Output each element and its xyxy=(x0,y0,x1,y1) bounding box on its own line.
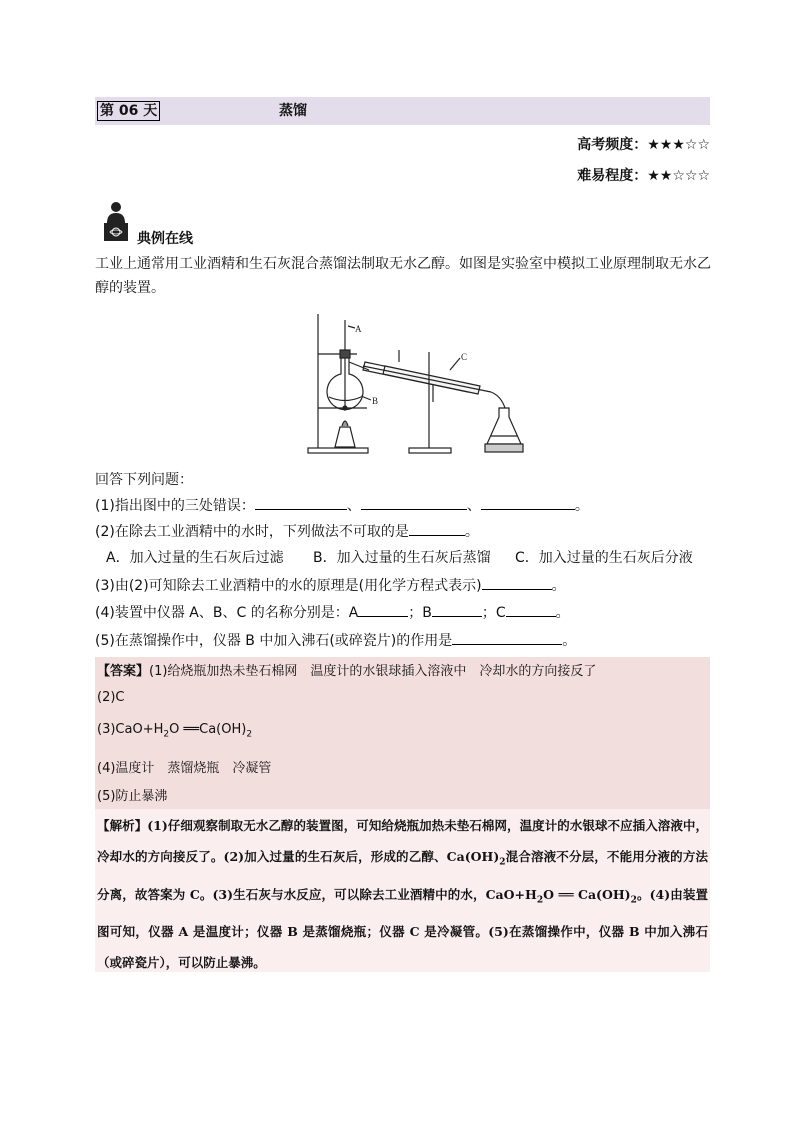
question-4-b: ；B xyxy=(408,605,432,621)
difficulty-label: 难易程度： xyxy=(577,168,648,184)
answer-prompt: 回答下列问题： xyxy=(95,472,193,488)
frequency-label: 高考频度： xyxy=(577,137,648,153)
subscript: 2 xyxy=(630,895,637,905)
subscript: 2 xyxy=(499,857,506,868)
difficulty-rating xyxy=(577,165,710,185)
answer-blank[interactable] xyxy=(432,602,482,617)
answer-3 xyxy=(97,722,252,740)
answer-5: (5)防止暴沸 xyxy=(97,789,168,804)
title-bar xyxy=(95,97,710,125)
answer-1 xyxy=(97,660,596,679)
question-1-text: (1)指出图中的三处错误： xyxy=(95,498,255,514)
answer-blank[interactable] xyxy=(481,495,575,510)
option-a: A．加入过量的生石灰后过滤 xyxy=(106,550,284,566)
answer-blank[interactable] xyxy=(452,630,562,645)
answer-blank[interactable] xyxy=(358,602,408,617)
answer-1-text: (1)给烧瓶加热未垫石棉网 温度计的水银球插入溶液中 冷却水的方向接反了 xyxy=(149,664,597,679)
label-c: C xyxy=(461,352,468,362)
period: 。 xyxy=(574,498,589,514)
question-5 xyxy=(95,630,576,651)
question-4 xyxy=(95,602,570,623)
analysis-segment: 。(4)由装置图可知，仪器 A 是温度计；仪器 B 是蒸馏烧瓶；仪器 C 是冷凝管。(5)在蒸馏操作中，仪器 B 中加入沸石（或碎瓷片），可以防止暴沸。 xyxy=(97,886,708,970)
question-3 xyxy=(95,575,566,596)
question-2 xyxy=(95,521,479,542)
answer-blank[interactable] xyxy=(506,602,556,617)
answer-blank[interactable] xyxy=(361,495,467,510)
question-stem-line2: 醇的装置。 xyxy=(95,280,165,296)
analysis-label: 【解析】 xyxy=(97,818,148,833)
separator: 、 xyxy=(346,498,361,514)
label-b: B xyxy=(372,396,379,406)
question-5-text: (5)在蒸馏操作中，仪器 B 中加入沸石(或碎瓷片)的作用是 xyxy=(95,633,453,649)
analysis-segment: O ══ Ca(OH) xyxy=(543,886,631,902)
topic-title: 蒸馏 xyxy=(279,103,307,119)
difficulty-stars: ★★☆☆☆ xyxy=(647,168,710,184)
answer-blank[interactable] xyxy=(482,575,552,590)
answer-3-text: (3)CaO+H xyxy=(97,722,164,737)
answer-label: 【答案】 xyxy=(97,664,150,679)
question-stem-line1: 工业上通常用工业酒精和生石灰混合蒸馏法制取无水乙醇。如图是实验室中模拟工业原理制取无水乙 xyxy=(95,256,711,272)
question-3-text: (3)由(2)可知除去工业酒精中的水的原理是(用化学方程式表示) xyxy=(95,578,482,594)
subscript: 2 xyxy=(163,729,170,740)
analysis-text xyxy=(97,810,708,978)
subscript: 2 xyxy=(536,895,544,905)
teacher-icon xyxy=(104,201,128,241)
frequency-rating xyxy=(577,134,710,154)
question-4-c: ；C xyxy=(481,605,506,621)
frequency-stars: ★★★☆☆ xyxy=(647,137,710,153)
answer-3-text: O ══Ca(OH) xyxy=(169,722,247,737)
analysis-segment: (1)仔细观察制取无水乙醇的装置图，可知给烧瓶加热未垫石棉网，温度计的水银球不应插入溶液中，冷却水的方向接反了。(2)加入过量的生石灰后，形成的乙醇、Ca(OH) xyxy=(97,818,708,864)
answer-2: (2)C xyxy=(97,690,125,705)
analysis-segment: 混合溶液不分层，不能用分液的方法分离，故答案为 C。(3)生石灰与水反应，可以除去工业酒精中的水，CaO+H xyxy=(97,849,708,902)
period: 。 xyxy=(464,524,479,540)
option-b: B．加入过量的生石灰后蒸馏 xyxy=(313,550,491,566)
option-c: C．加入过量的生石灰后分液 xyxy=(515,550,693,566)
answer-4: (4)温度计 蒸馏烧瓶 冷凝管 xyxy=(97,761,272,776)
label-a: A xyxy=(355,324,362,334)
section-title: 典例在线 xyxy=(137,231,193,247)
day-label: 第 06 天 xyxy=(97,101,160,121)
question-4-text: (4)装置中仪器 A、B、C 的名称分别是：A xyxy=(95,605,359,621)
subscript: 2 xyxy=(246,729,253,740)
separator: 、 xyxy=(466,498,481,514)
distillation-apparatus-figure xyxy=(305,312,525,457)
question-2-text: (2)在除去工业酒精中的水时，下列做法不可取的是 xyxy=(95,524,409,540)
question-1 xyxy=(95,495,589,516)
period: 。 xyxy=(555,605,570,621)
answer-blank[interactable] xyxy=(409,521,465,536)
answer-blank[interactable] xyxy=(255,495,347,510)
period: 。 xyxy=(562,633,577,649)
period: 。 xyxy=(551,578,566,594)
